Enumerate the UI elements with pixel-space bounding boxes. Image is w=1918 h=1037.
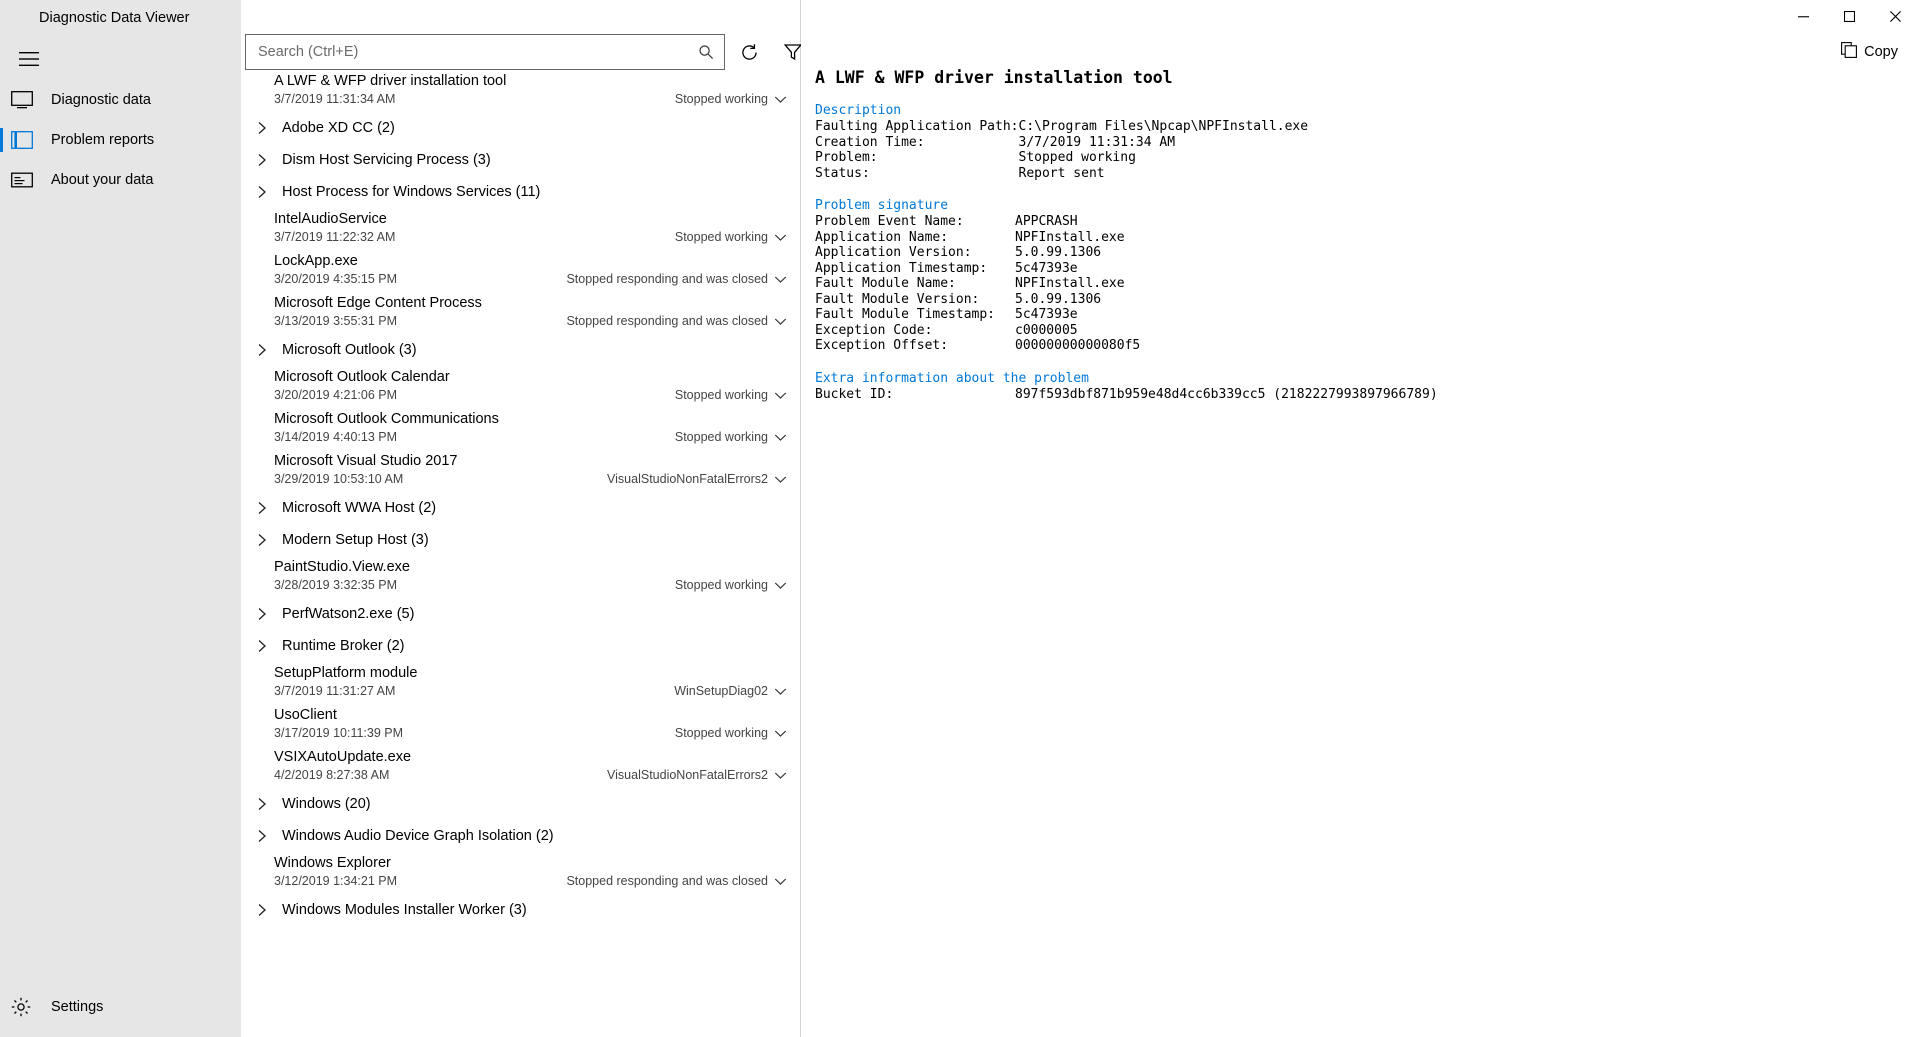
list-group-label: Microsoft WWA Host (2): [282, 500, 437, 516]
sidebar-item-label: About your data: [51, 172, 154, 188]
problem-reports-list[interactable]: [241, 70, 801, 1037]
chevron-down-icon[interactable]: [774, 275, 787, 284]
list-item-date: 3/14/2019 4:40:13 PM: [274, 430, 398, 444]
sidebar-item-settings[interactable]: [0, 987, 241, 1027]
window-controls: [1780, 0, 1918, 32]
list-item-date: 3/7/2019 11:22:32 AM: [274, 230, 396, 244]
table-row: [815, 388, 1438, 404]
detail-key: Application Timestamp:: [815, 260, 988, 276]
chevron-right-icon[interactable]: [251, 903, 273, 917]
detail-value: 3/7/2019 11:31:34 AM: [1018, 134, 1176, 150]
table-row: [815, 151, 1308, 167]
table-row: [815, 339, 1140, 355]
search-icon[interactable]: [694, 40, 718, 64]
list-item[interactable]: [241, 408, 801, 450]
list-item-status-label: Stopped responding and was closed: [566, 874, 768, 888]
list-item[interactable]: [241, 704, 801, 746]
list-group-row[interactable]: [241, 598, 801, 630]
detail-key: Problem Event Name:: [815, 214, 964, 229]
chevron-down-icon[interactable]: [774, 475, 787, 484]
list-group-label: Dism Host Servicing Process (3): [282, 152, 491, 168]
list-item-status: [566, 873, 787, 890]
list-item[interactable]: [241, 366, 801, 408]
list-item-meta: [274, 91, 787, 108]
detail-value: NPFInstall.exe: [1015, 276, 1125, 291]
table-row: [815, 215, 1140, 231]
list-item-date: 3/20/2019 4:35:15 PM: [274, 272, 398, 286]
sidebar-item-diagnostic-data[interactable]: [0, 80, 241, 120]
table-row: [815, 262, 1140, 278]
list-item[interactable]: [241, 556, 801, 598]
search-box[interactable]: [245, 34, 725, 70]
list-group-row[interactable]: [241, 112, 801, 144]
detail-value: 5c47393e: [1015, 307, 1078, 322]
list-group-label: Windows (20): [282, 796, 371, 812]
list-item-status-label: Stopped responding and was closed: [566, 314, 768, 328]
list-item-date: 3/28/2019 3:32:35 PM: [274, 578, 398, 592]
problem-reports-list-pane: [241, 0, 801, 1037]
list-group-row[interactable]: [241, 894, 801, 926]
list-group-row[interactable]: [241, 788, 801, 820]
refresh-icon[interactable]: [729, 33, 769, 71]
report-detail-body: [815, 68, 1904, 419]
list-group-label: Modern Setup Host (3): [282, 532, 429, 548]
detail-value: Stopped working: [1018, 150, 1136, 165]
list-item-title: Microsoft Outlook Communications: [274, 411, 499, 427]
sidebar-nav: [0, 80, 241, 200]
list-item-meta: [274, 229, 787, 246]
list-item-title: PaintStudio.View.exe: [274, 559, 410, 575]
chevron-right-icon[interactable]: [251, 607, 273, 621]
list-item-status: [607, 767, 787, 784]
detail-key: Bucket ID:: [815, 386, 894, 402]
list-item-status: [566, 271, 787, 288]
detail-key: Fault Module Name:: [815, 276, 956, 291]
detail-value: 5.0.99.1306: [1015, 291, 1102, 307]
list-item-status: [566, 313, 787, 330]
report-title: A LWF & WFP driver installation tool: [815, 68, 1173, 87]
list-item-status-label: Stopped responding and was closed: [566, 272, 768, 286]
list-item-title: Windows Explorer: [274, 855, 391, 871]
sidebar: [0, 0, 241, 1037]
detail-key: Fault Module Timestamp:: [815, 307, 996, 322]
list-item[interactable]: [241, 292, 801, 334]
list-group-row[interactable]: [241, 334, 801, 366]
detail-value: Report sent: [1018, 165, 1105, 181]
detail-value: c0000005: [1015, 322, 1078, 338]
list-item[interactable]: [241, 250, 801, 292]
list-item-meta: [274, 873, 787, 890]
list-group-row[interactable]: [241, 524, 801, 556]
list-group-row[interactable]: [241, 492, 801, 524]
report-sections: [815, 103, 1904, 403]
detail-key: Faulting Application Path:: [815, 119, 1019, 134]
table-row: [815, 246, 1140, 262]
list-item-status: [675, 91, 787, 108]
section-table: [815, 215, 1140, 355]
list-item[interactable]: [241, 70, 801, 112]
sidebar-item-problem-reports[interactable]: [0, 120, 241, 160]
chevron-right-icon[interactable]: [251, 121, 273, 135]
list-group-label: PerfWatson2.exe (5): [282, 606, 415, 622]
list-item-title: Microsoft Visual Studio 2017: [274, 453, 458, 469]
list-item[interactable]: [241, 852, 801, 894]
list-item-status: [675, 429, 787, 446]
section-table: [815, 388, 1438, 404]
list-item-status-label: Stopped working: [674, 230, 768, 244]
list-item-title: SetupPlatform module: [274, 665, 418, 681]
list-group-row[interactable]: [241, 820, 801, 852]
minimize-icon[interactable]: [1780, 0, 1826, 32]
list-item-title: Microsoft Outlook Calendar: [274, 369, 450, 385]
detail-key: Exception Code:: [815, 322, 933, 338]
maximize-icon[interactable]: [1826, 0, 1872, 32]
chevron-down-icon[interactable]: [774, 729, 787, 738]
list-group-label: Windows Modules Installer Worker (3): [282, 902, 527, 918]
detail-value: 00000000000080f5: [1015, 338, 1141, 353]
copy-button-label: Copy: [1864, 44, 1898, 60]
chevron-down-icon[interactable]: [774, 433, 787, 442]
sidebar-item-label: Problem reports: [51, 132, 155, 148]
report-detail-pane: [801, 0, 1918, 1037]
app-title: Diagnostic Data Viewer: [39, 10, 190, 26]
close-icon[interactable]: [1872, 0, 1918, 32]
list-item-date: 3/7/2019 11:31:34 AM: [274, 92, 396, 106]
copy-icon: [1841, 42, 1857, 62]
list-item-title: UsoClient: [274, 707, 337, 723]
chevron-right-icon[interactable]: [251, 533, 273, 547]
list-item-meta: [274, 767, 787, 784]
table-row: [815, 277, 1140, 293]
list-group-row[interactable]: [241, 630, 801, 662]
detail-key: Exception Offset:: [815, 338, 949, 353]
list-item-status: [675, 229, 787, 246]
monitor-icon: [11, 91, 45, 109]
list-item-meta: [274, 683, 787, 700]
list-item-status: [675, 725, 787, 742]
list-item[interactable]: [241, 208, 801, 250]
list-item-meta: [274, 725, 787, 742]
hamburger-icon[interactable]: [10, 40, 48, 78]
list-group-label: Adobe XD CC (2): [282, 120, 395, 136]
list-item-status-label: Stopped working: [674, 726, 768, 740]
list-item-status: [675, 577, 787, 594]
list-item-date: 3/29/2019 10:53:10 AM: [274, 472, 404, 486]
table-row: [815, 120, 1308, 136]
chevron-right-icon[interactable]: [251, 639, 273, 653]
detail-value: 5c47393e: [1015, 260, 1078, 276]
search-bar: [245, 33, 813, 71]
list-group-row[interactable]: [241, 176, 801, 208]
report-icon: [11, 131, 45, 149]
list-item-meta: [274, 387, 787, 404]
detail-key: Fault Module Version:: [815, 291, 980, 307]
list-item-title: A LWF & WFP driver installation tool: [274, 73, 507, 89]
list-item-date: 3/12/2019 1:34:21 PM: [274, 874, 398, 888]
chevron-down-icon[interactable]: [774, 687, 787, 696]
list-group-label: Host Process for Windows Services (11): [282, 184, 541, 200]
sidebar-item-label: Settings: [51, 999, 104, 1015]
chevron-right-icon[interactable]: [251, 343, 273, 357]
list-item-status: [607, 471, 787, 488]
sidebar-item-label: Diagnostic data: [51, 92, 151, 108]
list-item-status-label: Stopped working: [674, 92, 768, 106]
list-item-status-label: VisualStudioNonFatalErrors2: [607, 768, 768, 782]
detail-value: NPFInstall.exe: [1015, 229, 1125, 245]
section-heading: Problem signature: [815, 198, 949, 213]
chevron-right-icon[interactable]: [251, 829, 273, 843]
list-item-status-label: WinSetupDiag02: [674, 684, 768, 698]
section-heading: Description: [815, 103, 902, 118]
table-row: [815, 167, 1308, 183]
table-row: [815, 324, 1140, 340]
search-input[interactable]: [256, 43, 694, 61]
list-group-label: Runtime Broker (2): [282, 638, 405, 654]
table-row: [815, 308, 1140, 324]
list-item-status: [675, 387, 787, 404]
list-item[interactable]: [241, 746, 801, 788]
chevron-down-icon[interactable]: [774, 391, 787, 400]
list-item-date: 4/2/2019 8:27:38 AM: [274, 768, 390, 782]
list-item-title: VSIXAutoUpdate.exe: [274, 749, 412, 765]
detail-value: 897f593dbf871b959e48d4cc6b339cc5 (2182227993897966789): [1015, 386, 1438, 402]
list-item-status: [674, 683, 787, 700]
sidebar-item-about-your-data[interactable]: [0, 160, 241, 200]
list-group-row[interactable]: [241, 144, 801, 176]
detail-key: Creation Time:: [815, 134, 925, 150]
chevron-right-icon[interactable]: [251, 797, 273, 811]
list-group-label: Microsoft Outlook (3): [282, 342, 417, 358]
list-item-meta: [274, 429, 787, 446]
chevron-right-icon[interactable]: [251, 153, 273, 167]
detail-key: Application Name:: [815, 229, 949, 245]
table-row: [815, 231, 1140, 247]
table-row: [815, 293, 1140, 309]
chevron-down-icon[interactable]: [774, 317, 787, 326]
detail-key: Application Version:: [815, 245, 972, 260]
section-heading: Extra information about the problem: [815, 370, 1089, 386]
list-item-title: LockApp.exe: [274, 253, 358, 269]
copy-button[interactable]: [1835, 38, 1904, 66]
detail-key: Problem:: [815, 150, 878, 165]
table-row: [815, 136, 1308, 152]
info-card-icon: [11, 171, 45, 189]
list-item-date: 3/13/2019 3:55:31 PM: [274, 314, 398, 328]
chevron-right-icon[interactable]: [251, 185, 273, 199]
detail-key: Status:: [815, 165, 870, 181]
list-item-status-label: Stopped working: [674, 578, 768, 592]
chevron-right-icon[interactable]: [251, 501, 273, 515]
list-item[interactable]: [241, 450, 801, 492]
list-item-meta: [274, 577, 787, 594]
chevron-down-icon[interactable]: [774, 95, 787, 104]
list-item-date: 3/20/2019 4:21:06 PM: [274, 388, 398, 402]
list-item-meta: [274, 471, 787, 488]
detail-value: APPCRASH: [1015, 214, 1078, 229]
chevron-down-icon[interactable]: [774, 877, 787, 886]
list-item-status-label: Stopped working: [674, 388, 768, 402]
chevron-down-icon[interactable]: [774, 771, 787, 780]
chevron-down-icon[interactable]: [774, 233, 787, 242]
list-item-title: Microsoft Edge Content Process: [274, 295, 482, 311]
list-item-meta: [274, 271, 787, 288]
list-item-meta: [274, 313, 787, 330]
list-item-date: 3/17/2019 10:11:39 PM: [274, 726, 404, 740]
list-group-label: Windows Audio Device Graph Isolation (2): [282, 828, 554, 844]
detail-value: 5.0.99.1306: [1015, 245, 1102, 260]
list-item[interactable]: [241, 662, 801, 704]
chevron-down-icon[interactable]: [774, 581, 787, 590]
list-item-status-label: VisualStudioNonFatalErrors2: [607, 472, 768, 486]
list-item-status-label: Stopped working: [674, 430, 768, 444]
detail-value: C:\Program Files\Npcap\NPFInstall.exe: [1018, 119, 1309, 134]
list-item-date: 3/7/2019 11:31:27 AM: [274, 684, 396, 698]
section-table: [815, 120, 1308, 182]
list-item-title: IntelAudioService: [274, 211, 387, 227]
gear-icon: [11, 997, 45, 1017]
